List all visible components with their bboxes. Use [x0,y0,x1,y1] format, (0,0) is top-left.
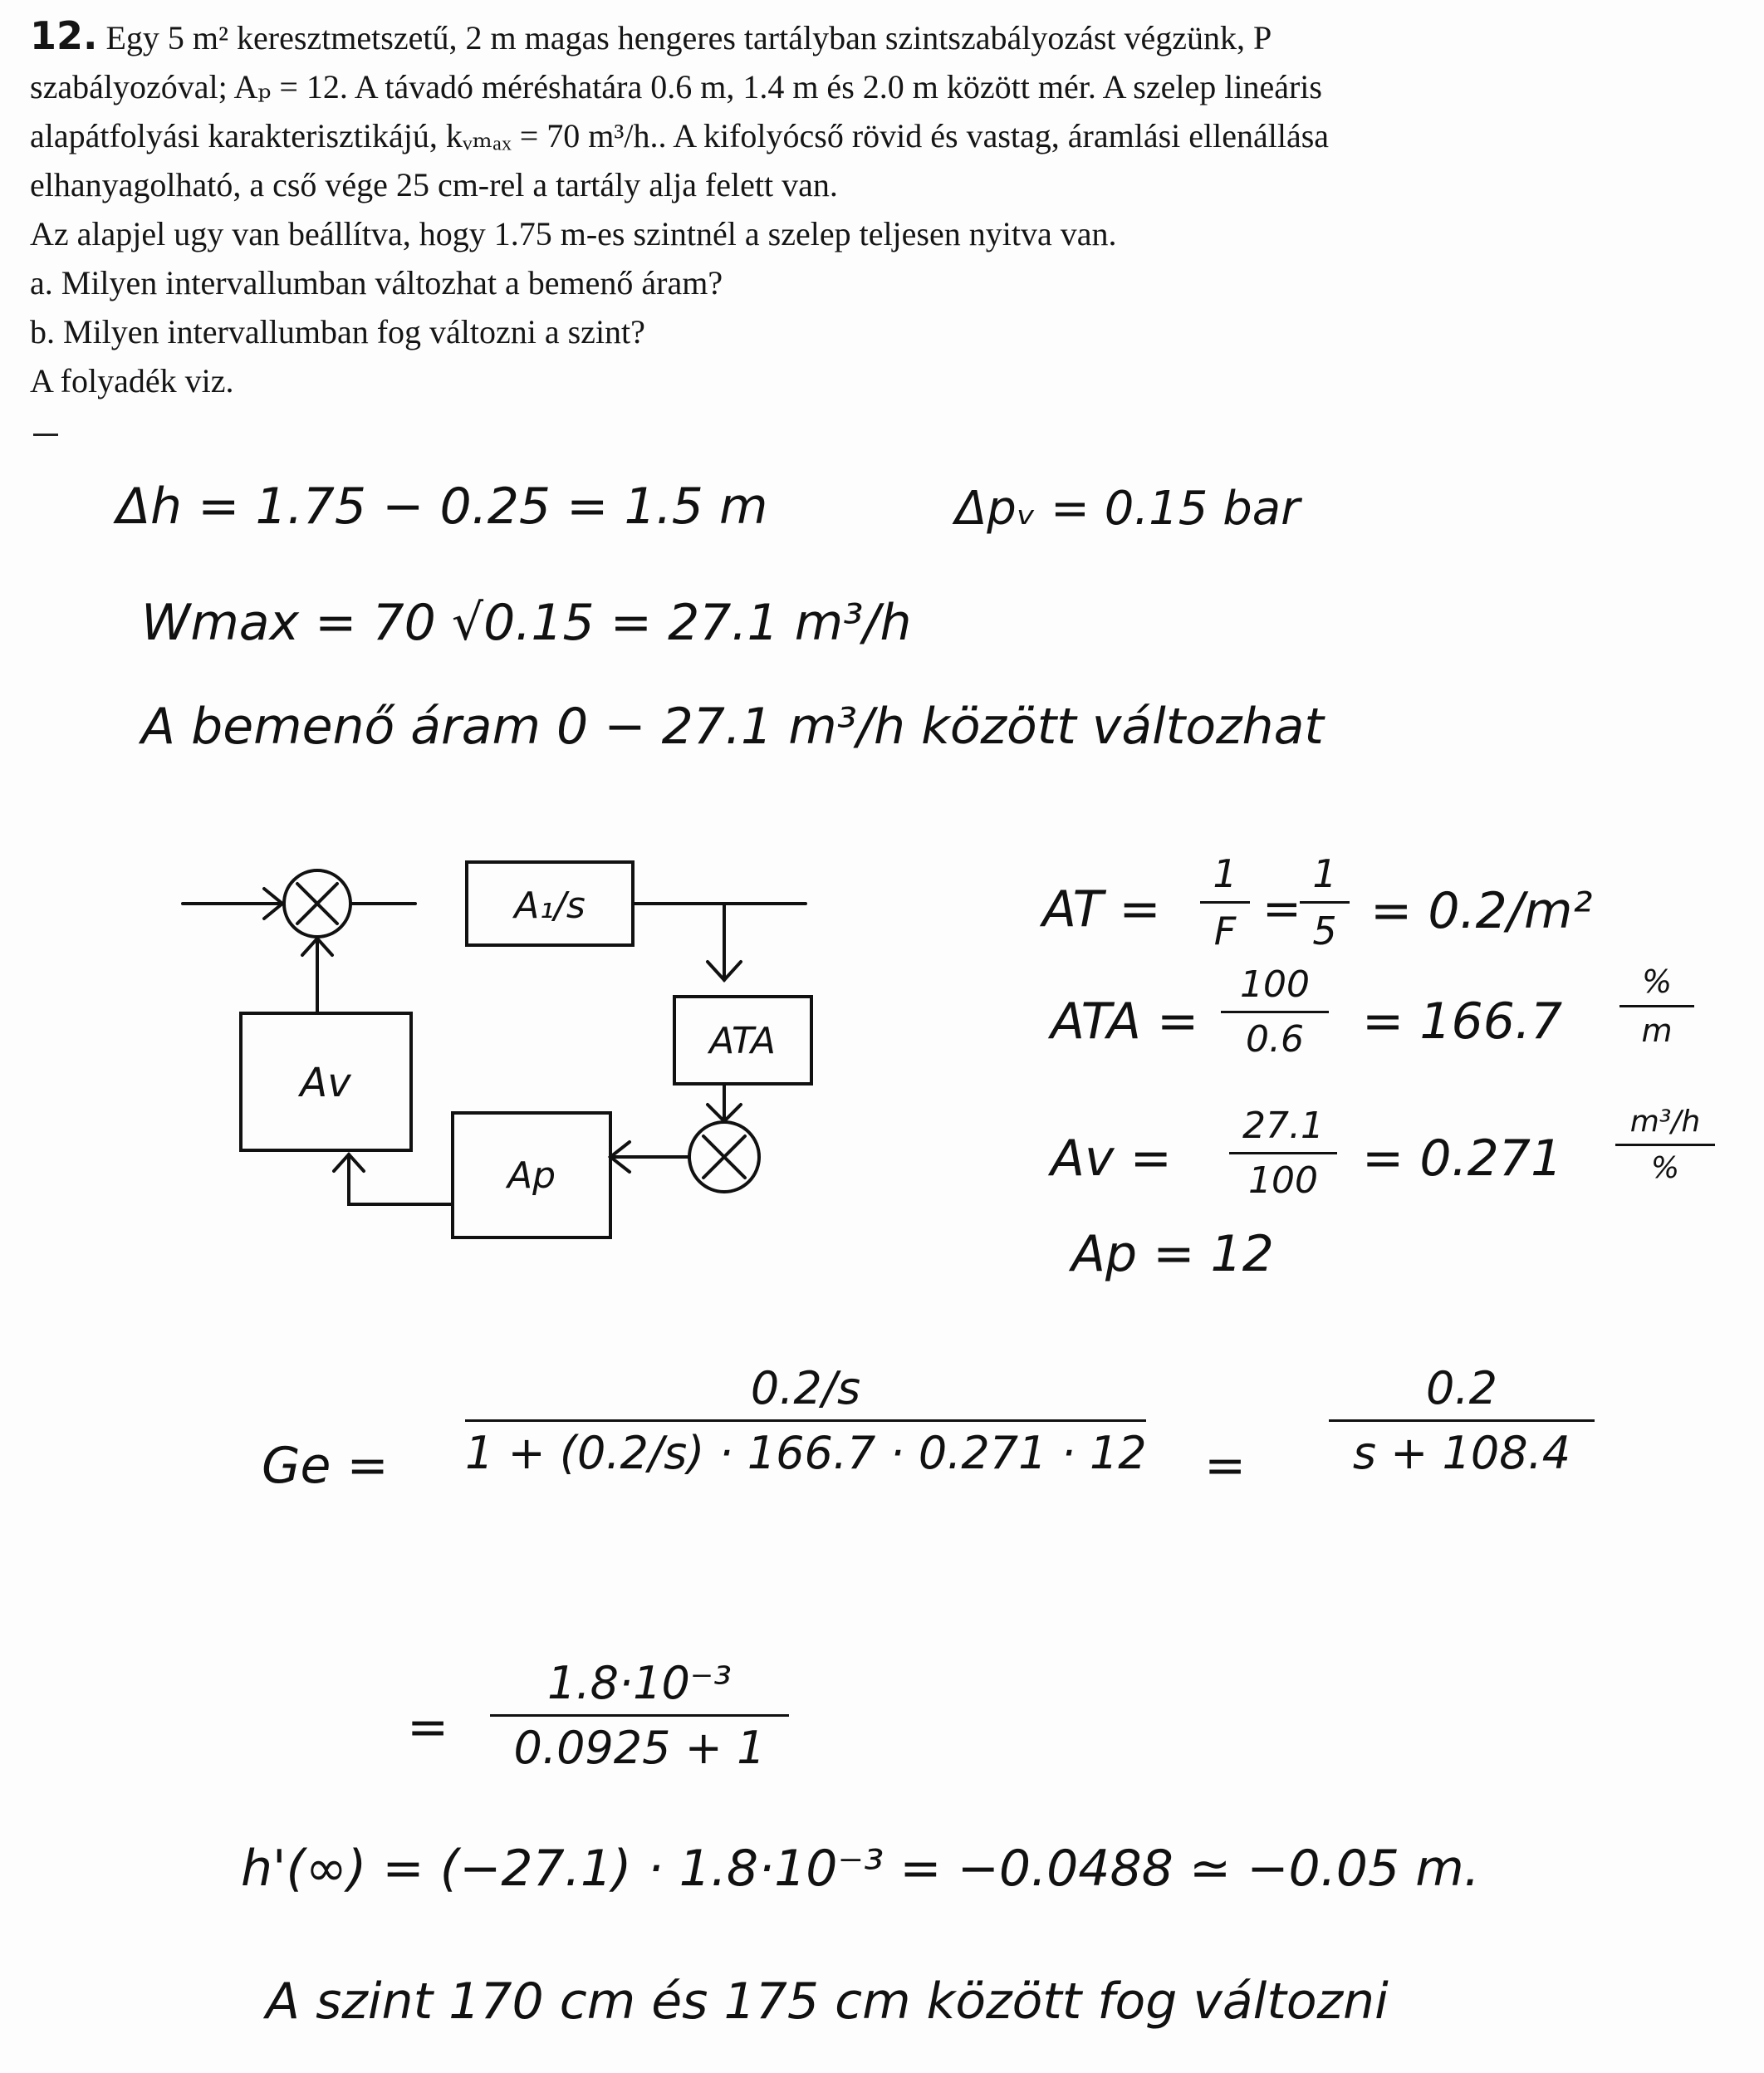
problem-line-1: 12. Egy 5 m² keresztmetszetű, 2 m magas hengeres tartályban szintszabályozást végzünk, P [30,13,1272,58]
av-unit: m³/h % [1615,1105,1715,1185]
ge-fraction: 0.2/s 1 + (0.2/s) · 166.7 · 0.271 · 12 [465,1362,1147,1479]
valve-block-label: Av [300,1060,351,1106]
av-frac: 27.1 100 [1229,1105,1337,1202]
ge-eq: = [1204,1437,1247,1495]
at-result: = 0.2/m² [1370,882,1593,940]
transmitter-block-label: ATA [709,1020,776,1062]
ata-frac: 100 0.6 [1221,963,1329,1061]
av-result: = 0.271 [1362,1130,1563,1188]
answer-b: A szint 170 cm és 175 cm között fog változni [266,1973,1389,2031]
at-frac-2: 1 5 [1300,851,1350,953]
question-a: a. Milyen intervallumban változhat a bemenő áram? [30,264,723,301]
ge-second-fraction: 1.8·10⁻³ 0.0925 + 1 [490,1657,789,1774]
final-value-equation: h'(∞) = (−27.1) · 1.8·10⁻³ = −0.0488 ≃ −0.05 m. [241,1840,1480,1898]
fluid-note: A folyadék viz. [30,362,234,399]
controller-block-label: Ap [507,1154,556,1197]
ge-eq-2: = [407,1698,449,1757]
at-frac-1: 1 F [1200,851,1250,953]
problem-line-4: elhanyagolható, a cső vége 25 cm-rel a tartály alja felett van. [30,166,838,203]
problem-number: 12. [30,13,98,58]
tank-block-label: A₁/s [514,885,586,927]
block-diagram [166,831,847,1296]
problem-statement [30,12,1741,405]
problem-line-2: szabályozóval; Aₚ = 12. A távadó méréshatára 0.6 m, 1.4 m és 2.0 m között mér. A szelep lineáris [30,68,1322,105]
problem-line-5: Az alapjel ugy van beállítva, hogy 1.75 m-es szintnél a szelep teljesen nyitva van. [30,215,1117,252]
ata-result: = 166.7 [1362,992,1563,1051]
wmax-equation: Wmax = 70 √0.15 = 27.1 m³/h [141,594,912,652]
answer-a: A bemenő áram 0 − 27.1 m³/h között változhat [141,698,1324,756]
at-lhs: AT = [1042,880,1161,938]
ata-lhs: ATA = [1051,992,1199,1051]
ap-gain: Ap = 12 [1071,1225,1274,1283]
ge-rhs-fraction: 0.2 s + 108.4 [1329,1362,1595,1479]
separator-dash [33,434,58,436]
problem-line-3: alapátfolyási karakterisztikájú, kᵥₘₐₓ = 70 m³/h.. A kifolyócső rövid és vastag, áramlási ellenállása [30,117,1330,154]
ge-lhs: Ge = [262,1437,389,1495]
delta-pv-equation: Δpᵥ = 0.15 bar [955,482,1301,536]
av-lhs: Av = [1051,1130,1172,1188]
delta-h-equation: Δh = 1.75 − 0.25 = 1.5 m [116,478,768,536]
ata-unit: % m [1619,963,1694,1049]
at-eq: = [1262,882,1301,936]
question-b: b. Milyen intervallumban fog változni a szint? [30,313,645,350]
